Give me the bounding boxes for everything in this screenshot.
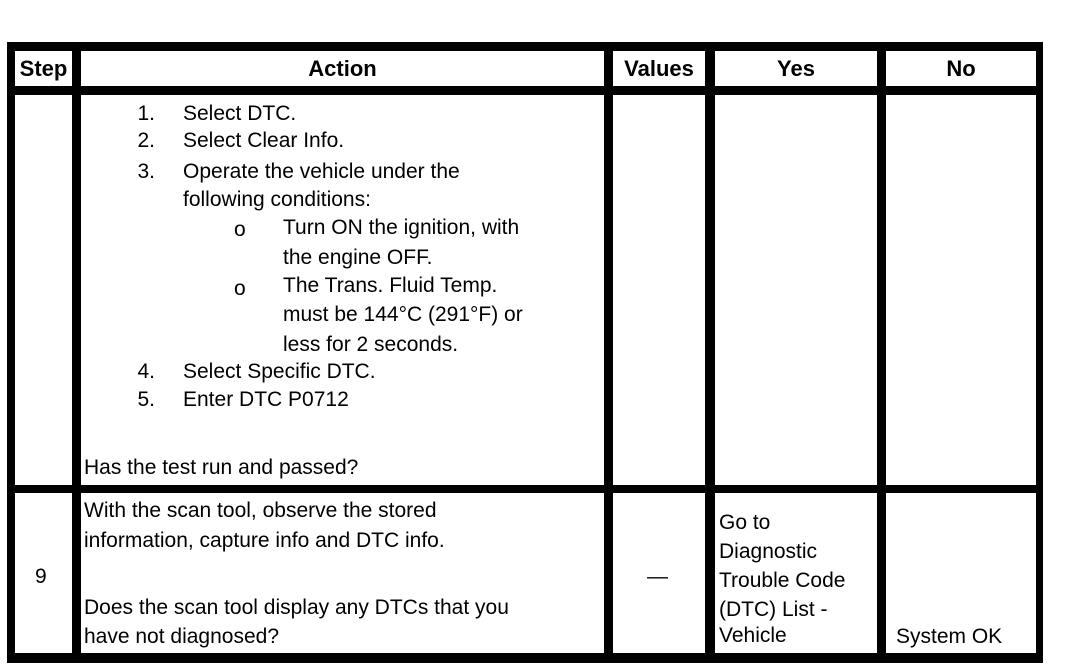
header-step: Step <box>15 51 72 86</box>
action-text: With the scan tool, observe the stored <box>84 499 437 522</box>
step-number: 3. <box>137 160 155 183</box>
row2-action-cell <box>81 493 604 653</box>
bullet: o <box>234 277 246 300</box>
condition-text: must be 144°C (291°F) or <box>283 303 523 326</box>
condition-text: the engine OFF. <box>283 246 433 269</box>
question-text: Has the test run and passed? <box>84 456 359 479</box>
row2-yes-cell <box>715 493 877 653</box>
row1-values-cell <box>613 95 705 485</box>
row2-step-cell <box>15 493 72 653</box>
yes-text: Trouble Code <box>719 569 846 592</box>
yes-text: Diagnostic <box>719 540 818 563</box>
bullet: o <box>234 218 246 241</box>
row1-action-cell <box>81 95 604 485</box>
row1-no-cell <box>886 95 1036 485</box>
row2-no-cell <box>886 493 1036 653</box>
step-text: Select Clear Info. <box>183 129 345 152</box>
step-number: 1. <box>137 102 155 125</box>
step-text: Operate the vehicle under the <box>183 160 460 183</box>
step-number: 2. <box>137 129 155 152</box>
step-number: 5. <box>137 388 155 411</box>
row2-values-cell <box>613 493 705 653</box>
condition-text: less for 2 seconds. <box>283 333 459 356</box>
question-text: have not diagnosed? <box>84 625 279 648</box>
header-yes: Yes <box>715 51 877 86</box>
action-text: information, capture info and DTC info. <box>84 529 445 552</box>
header-no: No <box>886 51 1036 86</box>
step-text: Enter DTC P0712 <box>183 388 349 411</box>
yes-text: (DTC) List - <box>719 598 828 621</box>
step-number: 9 <box>35 565 47 588</box>
values-text: — <box>647 565 668 588</box>
yes-text: Vehicle <box>719 624 787 647</box>
row1-step-cell <box>15 95 72 485</box>
header-action: Action <box>81 51 604 86</box>
row1-yes-cell <box>715 95 877 485</box>
step-text: following conditions: <box>183 188 371 211</box>
question-text: Does the scan tool display any DTCs that you <box>84 596 509 619</box>
step-text: Select Specific DTC. <box>183 360 376 383</box>
no-text: System OK <box>896 625 1003 648</box>
condition-text: Turn ON the ignition, with <box>283 216 520 239</box>
yes-text: Go to <box>719 511 771 534</box>
condition-text: The Trans. Fluid Temp. <box>283 274 498 297</box>
header-values: Values <box>613 51 705 86</box>
step-text: Select DTC. <box>183 102 297 125</box>
step-number: 4. <box>137 360 155 383</box>
